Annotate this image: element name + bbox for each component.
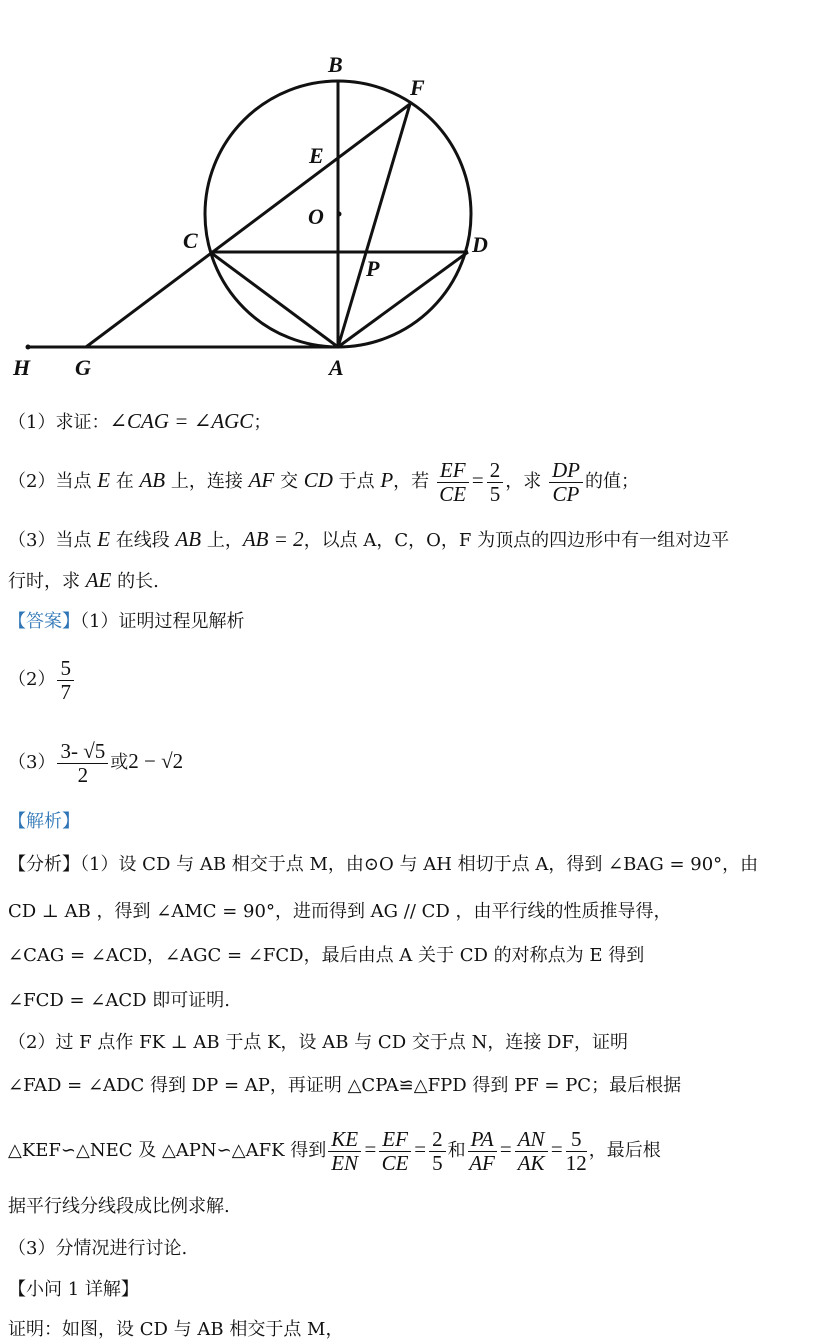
q1-math: ∠CAG = ∠AGC bbox=[109, 409, 254, 433]
label-E: E bbox=[309, 143, 324, 168]
label-A: A bbox=[329, 355, 344, 380]
frac-num: 2 bbox=[429, 1128, 446, 1152]
fraction-EF-CE bbox=[379, 1128, 411, 1174]
answer-tag: 【答案】 bbox=[8, 611, 80, 632]
q2-text: 的值； bbox=[584, 471, 639, 492]
answer-3-prefix: （3） bbox=[8, 752, 56, 773]
question-3-line-1 bbox=[8, 527, 832, 553]
label-B: B bbox=[328, 52, 343, 77]
question-3-line-2 bbox=[8, 568, 832, 594]
answer-3-or: 或 bbox=[110, 752, 129, 773]
p2-and: 和 bbox=[447, 1140, 466, 1161]
analysis-p1-line2: CD ⊥ AB ，得到 ∠AMC = 90°，进而得到 AG // CD ，由平行线的性质推导得， bbox=[8, 901, 672, 922]
answer-3-fraction bbox=[57, 740, 108, 786]
analysis-tag: 【解析】 bbox=[8, 811, 80, 832]
frac-den: 12 bbox=[565, 1151, 587, 1175]
analysis-p1-line3: ∠CAG = ∠ACD，∠AGC = ∠FCD，最后由点 A 关于 CD 的对称点为 E 得到 bbox=[8, 945, 645, 966]
frac-num: PA bbox=[468, 1128, 497, 1152]
fraction-5-12 bbox=[566, 1128, 587, 1174]
frac-num: KE bbox=[328, 1128, 361, 1152]
frac-num: EF bbox=[437, 459, 469, 483]
analysis-p2-line3: △KEF∽△NEC 及 △APN∽△AFK 得到 $\frac{KE}{EN}$ = $\frac{EF}{CE}$ = $\frac{2}{5}$ 和 $\frac{PA}{AF}$ = $\frac{AN}{AK}$ = $\frac{5}{12}$ ，最后根 bbox=[8, 1127, 661, 1175]
frac-den: 5 bbox=[489, 482, 501, 506]
q3-text: 上， bbox=[201, 530, 243, 551]
frac-num: DP bbox=[549, 459, 583, 483]
equals-sign: = bbox=[470, 468, 485, 492]
q3-E: E bbox=[97, 527, 111, 551]
frac-den: CE bbox=[381, 1151, 409, 1175]
proof-line: 证明：如图，设 CD 与 AB 相交于点 M， bbox=[8, 1319, 344, 1340]
answer-line-2 bbox=[8, 652, 832, 708]
label-C: C bbox=[183, 228, 198, 253]
frac-den: CP bbox=[552, 482, 580, 506]
frac-den: AF bbox=[469, 1151, 495, 1175]
answer-2-prefix: （2） bbox=[8, 669, 56, 690]
q3-text: 行时，求 bbox=[8, 571, 86, 592]
point-O bbox=[337, 212, 342, 217]
segment-CA bbox=[210, 252, 338, 347]
analysis-p2-line2: ∠FAD = ∠ADC 得到 DP = AP，再证明 △CPA≌△FPD 得到 PF = PC；最后根据 bbox=[8, 1075, 682, 1096]
analysis-p3: （3）分情况进行讨论. bbox=[8, 1238, 188, 1259]
frac-num: EF bbox=[379, 1128, 411, 1152]
q2-text: ，求 bbox=[505, 471, 547, 492]
q3-AB: AB bbox=[175, 527, 202, 551]
q2-text: 上，连接 bbox=[165, 471, 249, 492]
q3-math: AB = 2 bbox=[242, 527, 304, 551]
answer-line-3 bbox=[8, 730, 832, 792]
fraction-EF-CE bbox=[437, 459, 469, 505]
q2-text: 于点 bbox=[332, 471, 381, 492]
q2-CD: CD bbox=[303, 468, 333, 492]
q3-text: 在线段 bbox=[110, 530, 176, 551]
segment-DA bbox=[338, 252, 468, 347]
label-F: F bbox=[410, 75, 425, 100]
frac-num: 3- √5 bbox=[57, 740, 108, 764]
label-G: G bbox=[75, 355, 91, 380]
fraction-AN-AK bbox=[515, 1128, 548, 1174]
q3-AE: AE bbox=[85, 568, 112, 592]
q2-P: P bbox=[380, 468, 394, 492]
q2-text: ，若 bbox=[393, 471, 435, 492]
fraction-PA-AF bbox=[468, 1128, 497, 1174]
frac-num: 5 bbox=[566, 1128, 587, 1152]
analysis-p2-line4: 据平行线分线段成比例求解. bbox=[8, 1196, 230, 1217]
geometry-figure bbox=[0, 0, 840, 400]
frac-num: 2 bbox=[487, 459, 504, 483]
q2-text: 交 bbox=[274, 471, 304, 492]
label-H: H bbox=[13, 355, 31, 380]
frac-den: 5 bbox=[432, 1151, 443, 1175]
p2-text: △KEF∽△NEC 及 △APN∽△AFK 得到 bbox=[8, 1140, 327, 1161]
frac-num: 5 bbox=[57, 657, 74, 681]
q2-AB: AB bbox=[139, 468, 166, 492]
analysis-p1-line4: ∠FCD = ∠ACD 即可证明. bbox=[8, 990, 231, 1011]
analysis-p2-line1: （2）过 F 点作 FK ⊥ AB 于点 K，设 AB 与 CD 交于点 N，连接 DF，证明 bbox=[8, 1032, 628, 1053]
fraction-KE-EN bbox=[328, 1128, 361, 1174]
q2-E: E bbox=[97, 468, 111, 492]
sub-question-1-tag: 【小问 1 详解】 bbox=[8, 1279, 139, 1300]
segment-FA bbox=[338, 104, 410, 347]
q3-text: （3）当点 bbox=[8, 530, 98, 551]
q3-text: ，以点 A，C，O，F 为顶点的四边形中有一组对边平 bbox=[303, 530, 730, 551]
q1-prefix: （1）求证： bbox=[8, 412, 110, 433]
point-H bbox=[26, 345, 31, 350]
q3-text: 的长. bbox=[111, 571, 159, 592]
answer-2-fraction bbox=[57, 657, 74, 703]
frac-den: 7 bbox=[60, 680, 71, 704]
analysis-p1-line1: 【分析】（1）设 CD 与 AB 相交于点 M，由⊙O 与 AH 相切于点 A，得到 ∠BAG = 90°，由 bbox=[8, 854, 759, 875]
frac-den: CE bbox=[439, 482, 467, 506]
frac-den: 2 bbox=[77, 763, 89, 787]
q2-text: （2）当点 bbox=[8, 471, 98, 492]
p2-text: ，最后根 bbox=[588, 1140, 661, 1161]
fraction-DP-CP bbox=[549, 459, 583, 505]
frac-den: EN bbox=[331, 1151, 359, 1175]
label-O: O bbox=[308, 204, 324, 229]
answer-3-alt: 2 − √2 bbox=[128, 749, 184, 773]
frac-num: AN bbox=[515, 1128, 548, 1152]
answer-1: （1）证明过程见解析 bbox=[80, 611, 245, 632]
fraction-2-5 bbox=[487, 459, 504, 505]
question-2 bbox=[8, 452, 832, 508]
label-D: D bbox=[472, 232, 488, 257]
q2-text: 在 bbox=[110, 471, 140, 492]
question-1 bbox=[8, 409, 832, 435]
frac-den: AK bbox=[517, 1151, 545, 1175]
answer-line-1 bbox=[8, 610, 832, 634]
label-P: P bbox=[366, 256, 380, 281]
q2-AF: AF bbox=[248, 468, 275, 492]
fraction-2-5 bbox=[429, 1128, 446, 1174]
q1-suffix: ； bbox=[253, 412, 272, 433]
